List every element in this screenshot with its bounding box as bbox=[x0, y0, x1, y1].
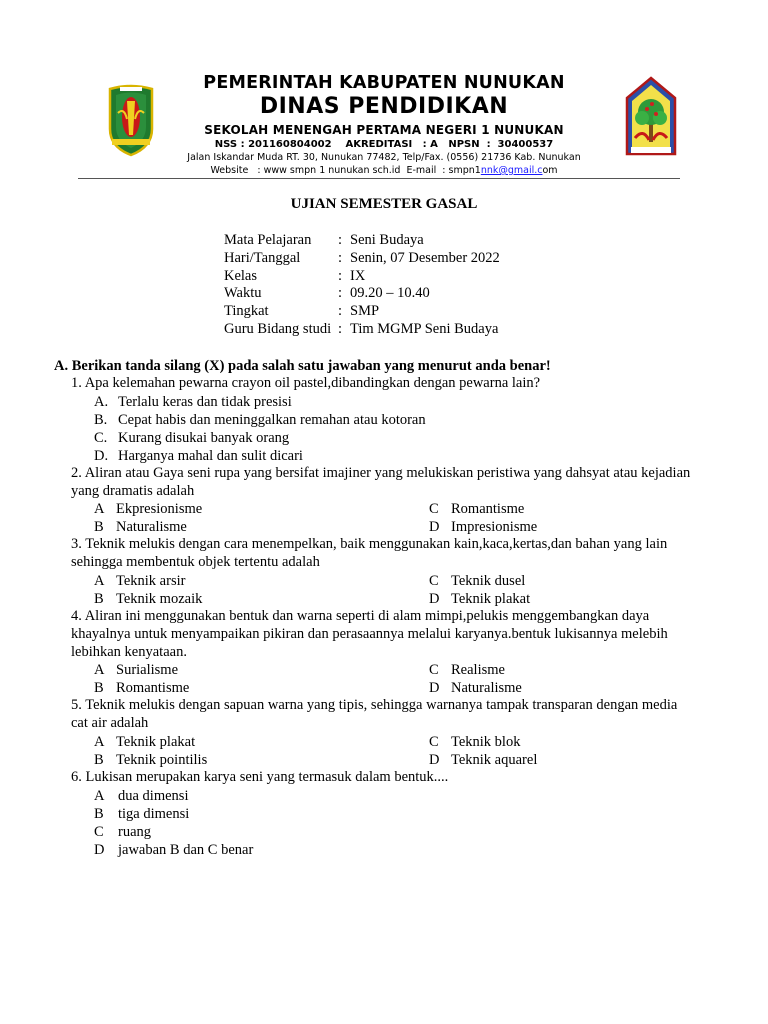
agency-name: DINAS PENDIDIKAN bbox=[259, 94, 509, 119]
option-text: Romantisme bbox=[451, 501, 525, 518]
school-address: Jalan Iskandar Muda RT. 30, Nunukan 77482, Telp/Fax. (0556) 21736 Kab. Nunukan bbox=[187, 152, 581, 163]
answer-option[interactable] bbox=[94, 661, 429, 679]
answer-option[interactable] bbox=[429, 661, 669, 679]
options-grid bbox=[54, 661, 694, 697]
info-value: Tim MGMP Seni Budaya bbox=[350, 320, 499, 337]
info-label: Kelas bbox=[224, 267, 258, 284]
question-text: 6. Lukisan merupakan karya seni yang termasuk dalam bentuk.... bbox=[71, 768, 449, 785]
letterhead bbox=[0, 0, 768, 182]
answer-option[interactable] bbox=[429, 590, 669, 608]
option-letter: B bbox=[94, 680, 104, 697]
options-grid bbox=[54, 500, 694, 536]
options-grid bbox=[54, 572, 694, 608]
option-text: Harganya mahal dan sulit dicari bbox=[118, 447, 303, 464]
info-colon: : bbox=[338, 320, 343, 337]
option-text: Cepat habis dan meninggalkan remahan atau kotoran bbox=[118, 411, 426, 428]
option-letter: A bbox=[94, 733, 105, 750]
option-letter: D bbox=[429, 519, 440, 536]
answer-option[interactable] bbox=[94, 518, 429, 536]
school-contact: Website : www smpn 1 nunukan sch.id E-mail : smpn1nnk@gmail.com bbox=[210, 165, 558, 176]
email-link[interactable]: nnk@gmail.c bbox=[480, 165, 543, 176]
option-letter: C bbox=[94, 823, 104, 840]
answer-option[interactable] bbox=[94, 393, 694, 411]
question-text: 5. Teknik melukis dengan sapuan warna yang tipis, sehingga warnanya tampak transparan dengan media cat air adalah bbox=[71, 697, 678, 732]
option-letter: C bbox=[429, 733, 439, 750]
answer-option[interactable] bbox=[94, 447, 694, 465]
school-emblem-icon bbox=[625, 76, 677, 158]
options-grid bbox=[54, 733, 694, 769]
question-text: 3. Teknik melukis dengan cara menempelkan, baik menggunakan kain,kaca,kertas,dan bahan yang lain sehingga membentuk objek tertentu adalah bbox=[71, 536, 668, 571]
option-letter: C bbox=[429, 662, 439, 679]
option-letter: D bbox=[429, 751, 440, 768]
option-text: Teknik plakat bbox=[451, 590, 531, 607]
option-text: jawaban B dan C benar bbox=[118, 841, 254, 858]
option-letter: A bbox=[94, 787, 105, 804]
option-letter: C bbox=[429, 501, 439, 518]
option-text: Impresionisme bbox=[451, 519, 538, 536]
answer-option[interactable] bbox=[94, 787, 694, 805]
answer-option[interactable] bbox=[94, 679, 429, 697]
info-label: Hari/Tanggal bbox=[224, 249, 301, 266]
option-text: Terlalu keras dan tidak presisi bbox=[118, 393, 292, 410]
option-text: Naturalisme bbox=[116, 519, 187, 536]
info-row-date bbox=[224, 250, 500, 268]
info-value: Seni Budaya bbox=[350, 232, 424, 248]
exam-info bbox=[224, 232, 500, 339]
option-letter: A. bbox=[94, 393, 109, 410]
info-label: Guru Bidang studi bbox=[224, 320, 332, 337]
answer-option[interactable] bbox=[429, 572, 669, 590]
option-text: dua dimensi bbox=[118, 787, 189, 804]
answer-option[interactable] bbox=[94, 751, 429, 769]
option-text: Teknik blok bbox=[451, 733, 521, 750]
answer-option[interactable] bbox=[429, 751, 669, 769]
option-letter: D. bbox=[94, 447, 109, 464]
kabupaten-nunukan-emblem-icon bbox=[106, 83, 156, 157]
answer-option[interactable] bbox=[94, 572, 429, 590]
option-text: Teknik arsir bbox=[116, 572, 186, 589]
answer-option[interactable] bbox=[429, 518, 669, 536]
info-label: Mata Pelajaran bbox=[224, 232, 312, 248]
section-instruction: A. Berikan tanda silang (X) pada salah satu jawaban yang menurut anda benar! bbox=[54, 358, 551, 374]
info-colon: : bbox=[338, 285, 343, 302]
option-letter: B. bbox=[94, 411, 108, 428]
info-colon: : bbox=[338, 267, 343, 284]
answer-option[interactable] bbox=[94, 805, 694, 823]
info-value: SMP bbox=[350, 303, 380, 320]
info-value: 09.20 – 10.40 bbox=[350, 285, 430, 302]
option-text: Surialisme bbox=[116, 662, 179, 679]
option-letter: C. bbox=[94, 429, 108, 446]
answer-option[interactable] bbox=[94, 411, 694, 429]
answer-option[interactable] bbox=[94, 733, 429, 751]
letterhead-divider bbox=[78, 178, 680, 179]
option-text: Teknik aquarel bbox=[451, 751, 538, 768]
option-text: Ekpresionisme bbox=[116, 501, 203, 518]
info-label: Tingkat bbox=[224, 303, 269, 320]
option-text: Romantisme bbox=[116, 680, 190, 697]
option-letter: B bbox=[94, 805, 104, 822]
option-text: Naturalisme bbox=[451, 680, 522, 697]
option-letter: B bbox=[94, 590, 104, 607]
option-letter: B bbox=[94, 519, 104, 536]
answer-option[interactable] bbox=[94, 500, 429, 518]
info-row-level bbox=[224, 303, 500, 321]
question-section bbox=[54, 357, 694, 859]
option-letter: D bbox=[94, 841, 105, 858]
option-letter: D bbox=[429, 680, 440, 697]
info-colon: : bbox=[338, 303, 343, 320]
option-text: Teknik plakat bbox=[116, 733, 196, 750]
option-text: tiga dimensi bbox=[118, 805, 190, 822]
option-text: Kurang disukai banyak orang bbox=[118, 429, 290, 446]
question-text: 2. Aliran atau Gaya seni rupa yang bersifat imajiner yang melukiskan peristiwa yang dahsyat atau kejadian yang dramatis adalah bbox=[71, 464, 691, 499]
question-text: 1. Apa kelemahan pewarna crayon oil pastel,dibandingkan dengan pewarna lain? bbox=[71, 375, 541, 391]
option-text: Teknik pointilis bbox=[116, 751, 208, 768]
answer-option[interactable] bbox=[94, 590, 429, 608]
option-letter: A bbox=[94, 662, 105, 679]
option-letter: B bbox=[94, 751, 104, 768]
info-row-time bbox=[224, 285, 500, 303]
government-name: PEMERINTAH KABUPATEN NUNUKAN bbox=[203, 73, 565, 93]
option-text: Teknik mozaik bbox=[116, 590, 203, 607]
option-letter: A bbox=[94, 572, 105, 589]
info-colon: : bbox=[338, 232, 343, 248]
info-value: Senin, 07 Desember 2022 bbox=[350, 249, 500, 266]
info-row-class bbox=[224, 268, 500, 286]
school-name: SEKOLAH MENENGAH PERTAMA NEGERI 1 NUNUKAN bbox=[204, 123, 564, 137]
school-identifiers: NSS : 201160804002 AKREDITASI : A NPSN : 30400537 bbox=[214, 139, 554, 150]
info-colon: : bbox=[338, 249, 343, 266]
option-letter: D bbox=[429, 590, 440, 607]
question-text: 4. Aliran ini menggunakan bentuk dan warna seperti di alam mimpi,pelukis menggembangkan daya khayalnya untuk menyampaikan pikiran dan perasaannya melalui karyanya.bentuk lukisannya melebih lebihkan kenyataan. bbox=[71, 607, 668, 660]
info-row-teacher bbox=[224, 321, 500, 339]
option-text: Teknik dusel bbox=[451, 572, 526, 589]
answer-option[interactable] bbox=[429, 500, 669, 518]
option-letter: A bbox=[94, 501, 105, 518]
info-row-subject bbox=[224, 232, 500, 250]
answer-option[interactable] bbox=[429, 679, 669, 697]
option-text: ruang bbox=[118, 823, 152, 840]
answer-option[interactable] bbox=[94, 823, 694, 841]
option-letter: C bbox=[429, 572, 439, 589]
answer-option[interactable] bbox=[94, 841, 694, 859]
info-label: Waktu bbox=[224, 285, 262, 302]
options-list bbox=[54, 393, 694, 465]
options-list bbox=[54, 787, 694, 859]
exam-title: UJIAN SEMESTER GASAL bbox=[290, 196, 478, 212]
answer-option[interactable] bbox=[429, 733, 669, 751]
answer-option[interactable] bbox=[94, 429, 694, 447]
info-value: IX bbox=[350, 267, 366, 284]
option-text: Realisme bbox=[451, 662, 505, 679]
